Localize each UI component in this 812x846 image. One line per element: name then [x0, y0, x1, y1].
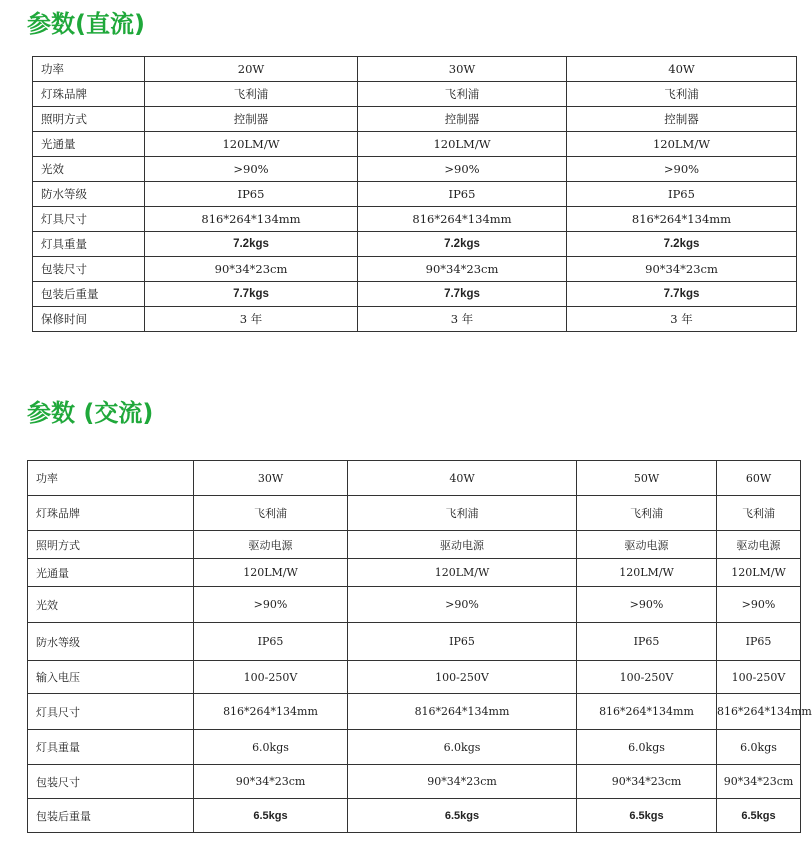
cell-value: >90% [145, 157, 358, 182]
cell-value: 100-250V [348, 661, 577, 694]
cell-value: 120LM/W [577, 559, 717, 587]
cell-value: 120LM/W [145, 132, 358, 157]
table-row [33, 232, 797, 257]
ac-spec-table [27, 460, 812, 833]
cell-value: 驱动电源 [194, 531, 348, 559]
cell-value: 7.7kgs [358, 282, 567, 307]
cell-value: 3 年 [145, 307, 358, 332]
table-row [33, 107, 797, 132]
cell-value: 120LM/W [567, 132, 797, 157]
cell-value: IP65 [577, 623, 717, 661]
cell-value: 飞利浦 [145, 82, 358, 107]
cell-value: 40W [348, 461, 577, 496]
cell-value: 6.5kgs [194, 799, 348, 833]
table-row [28, 661, 801, 694]
cell-value: 7.7kgs [145, 282, 358, 307]
dc-section-title: 参数(直流) [27, 10, 145, 38]
cell-value: 60W [717, 461, 801, 496]
table-row [33, 82, 797, 107]
row-label: 灯珠品牌 [33, 82, 145, 107]
dc-spec-table [32, 56, 797, 332]
cell-value: 100-250V [717, 661, 801, 694]
cell-value: 90*34*23cm [348, 765, 577, 799]
table-row [28, 799, 801, 833]
cell-value: 816*264*134mm [145, 207, 358, 232]
cell-value: 控制器 [567, 107, 797, 132]
cell-value: 飞利浦 [194, 496, 348, 531]
row-label: 光效 [33, 157, 145, 182]
table-row [33, 57, 797, 82]
cell-value: 3 年 [567, 307, 797, 332]
cell-value: 6.0kgs [717, 730, 801, 765]
cell-value: 6.0kgs [577, 730, 717, 765]
cell-value: 100-250V [194, 661, 348, 694]
table-row [28, 559, 801, 587]
cell-value: 816*264*134mm [577, 694, 717, 730]
cell-value: 控制器 [358, 107, 567, 132]
cell-value: 7.2kgs [567, 232, 797, 257]
row-label: 灯珠品牌 [28, 496, 194, 531]
cell-value: 816*264*134mm [194, 694, 348, 730]
cell-value: 816*264*134mm [358, 207, 567, 232]
row-label: 功率 [33, 57, 145, 82]
cell-value: 50W [577, 461, 717, 496]
cell-value: IP65 [348, 623, 577, 661]
cell-value: 90*34*23cm [577, 765, 717, 799]
table-row [28, 587, 801, 623]
table-row [33, 182, 797, 207]
cell-value: 6.0kgs [194, 730, 348, 765]
cell-value: 3 年 [358, 307, 567, 332]
cell-value: 90*34*23cm [717, 765, 801, 799]
cell-value: 90*34*23cm [194, 765, 348, 799]
cell-value: >90% [577, 587, 717, 623]
table-row [28, 496, 801, 531]
cell-value: 6.0kgs [348, 730, 577, 765]
cell-value: 驱动电源 [577, 531, 717, 559]
row-label: 包装尺寸 [33, 257, 145, 282]
row-label: 光通量 [28, 559, 194, 587]
cell-value: IP65 [358, 182, 567, 207]
cell-value: IP65 [194, 623, 348, 661]
cell-value: 120LM/W [194, 559, 348, 587]
cell-value: IP65 [145, 182, 358, 207]
cell-value: 20W [145, 57, 358, 82]
cell-value: 驱动电源 [717, 531, 801, 559]
table-row [33, 132, 797, 157]
cell-value: 816*264*134mm [567, 207, 797, 232]
cell-value: >90% [348, 587, 577, 623]
table-row [28, 694, 801, 730]
cell-value: 6.5kgs [348, 799, 577, 833]
cell-value: 飞利浦 [567, 82, 797, 107]
table-row [33, 257, 797, 282]
cell-value: 100-250V [577, 661, 717, 694]
table-row [33, 307, 797, 332]
cell-value: 控制器 [145, 107, 358, 132]
table-row [28, 765, 801, 799]
cell-value: 120LM/W [717, 559, 801, 587]
cell-value: >90% [358, 157, 567, 182]
cell-value: 7.7kgs [567, 282, 797, 307]
cell-value: 7.2kgs [358, 232, 567, 257]
table-row [33, 207, 797, 232]
cell-value: 驱动电源 [348, 531, 577, 559]
cell-value: 6.5kgs [717, 799, 801, 833]
cell-value: 飞利浦 [717, 496, 801, 531]
row-label: 照明方式 [28, 531, 194, 559]
cell-value: 飞利浦 [348, 496, 577, 531]
cell-value: IP65 [717, 623, 801, 661]
row-label: 包装尺寸 [28, 765, 194, 799]
table-row [28, 461, 801, 496]
row-label: 照明方式 [33, 107, 145, 132]
row-label: 防水等级 [28, 623, 194, 661]
table-row [28, 623, 801, 661]
table-row [28, 531, 801, 559]
cell-value: 30W [194, 461, 348, 496]
cell-value: 6.5kgs [577, 799, 717, 833]
row-label: 灯具尺寸 [33, 207, 145, 232]
cell-value: 飞利浦 [577, 496, 717, 531]
cell-value: 120LM/W [358, 132, 567, 157]
table-row [33, 282, 797, 307]
row-label: 防水等级 [33, 182, 145, 207]
ac-section-title: 参数 (交流) [27, 399, 154, 427]
cell-value: 120LM/W [348, 559, 577, 587]
row-label: 功率 [28, 461, 194, 496]
row-label: 灯具重量 [28, 730, 194, 765]
cell-value: 816*264*134mm [717, 694, 801, 730]
cell-value: 飞利浦 [358, 82, 567, 107]
row-label: 光通量 [33, 132, 145, 157]
row-label: 光效 [28, 587, 194, 623]
cell-value: IP65 [567, 182, 797, 207]
row-label: 包装后重量 [28, 799, 194, 833]
row-label: 包装后重量 [33, 282, 145, 307]
row-label: 保修时间 [33, 307, 145, 332]
row-label: 灯具重量 [33, 232, 145, 257]
cell-value: >90% [567, 157, 797, 182]
cell-value: 7.2kgs [145, 232, 358, 257]
cell-value: 90*34*23cm [145, 257, 358, 282]
cell-value: 30W [358, 57, 567, 82]
cell-value: 816*264*134mm [348, 694, 577, 730]
cell-value: 90*34*23cm [567, 257, 797, 282]
row-label: 灯具尺寸 [28, 694, 194, 730]
cell-value: 90*34*23cm [358, 257, 567, 282]
cell-value: >90% [194, 587, 348, 623]
row-label: 输入电压 [28, 661, 194, 694]
cell-value: 40W [567, 57, 797, 82]
table-row [33, 157, 797, 182]
table-row [28, 730, 801, 765]
cell-value: >90% [717, 587, 801, 623]
